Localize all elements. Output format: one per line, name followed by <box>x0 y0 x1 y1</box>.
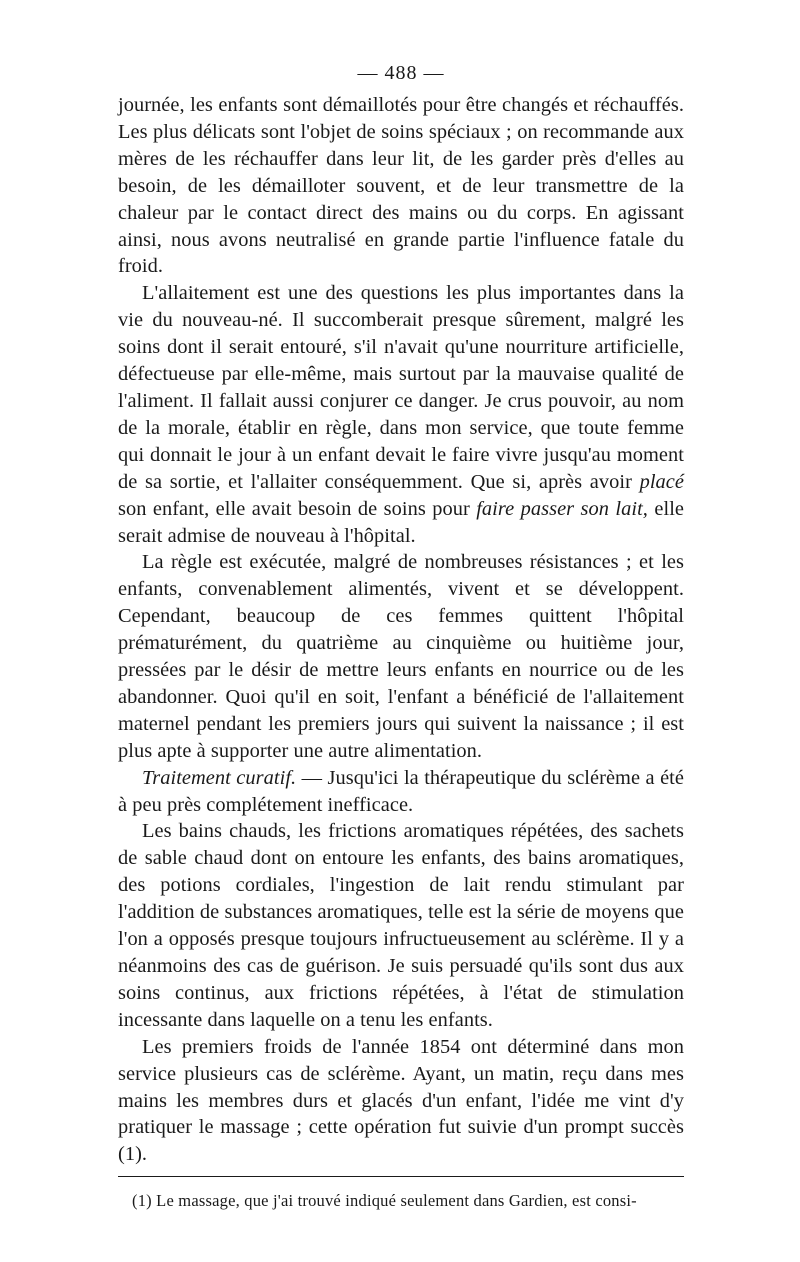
paragraph-6-text: Les premiers froids de l'année 1854 ont déterminé dans mon service plusieurs cas de sclérème. Ayant, un matin, reçu dans mes mains les membres durs et glacés d'un enfant, l'idée me vint d'y pratiquer le massage ; cette opération fut suivie d'un prompt succès <box>118 1035 684 1139</box>
footnote-marker: (1) <box>132 1191 152 1211</box>
paragraph-3: La règle est exécutée, malgré de nombreuses résistances ; et les enfants, convenablement alimentés, vivent et se développent. Cependant, beaucoup de ces femmes quittent l'hôpital prématurément, du quatrième au cinquième ou huitième jour, pressées par le désir de mettre leurs enfants en nourrice ou de les abandonner. Quoi qu'il en soit, l'enfant a bénéficié de l'allaitement maternel pendant les premiers jours qui suivent la naissance ; il est plus apte à supporter une autre alimentation. <box>118 551 684 762</box>
footnote-divider <box>118 1176 684 1177</box>
page-number: — 488 — <box>357 62 445 84</box>
paragraph-4 <box>118 765 684 819</box>
paragraph-2 <box>118 280 684 549</box>
paragraph-4-text: — Jusqu'ici la thérapeutique du sclérème a été à peu près complétement inefficace. <box>118 766 684 816</box>
body-text <box>118 92 684 1168</box>
footnote <box>118 1191 684 1211</box>
paragraph-6 <box>118 1034 684 1169</box>
paragraph-2-part-c: elle serait admise de nouveau à l'hôpital. <box>118 497 685 547</box>
footnote-reference: (1). <box>118 1143 148 1166</box>
paragraph-5: Les bains chauds, les frictions aromatiques répétées, des sachets de sable chaud dont on entoure les enfants, des bains aromatiques, des potions cordiales, l'ingestion de lait rendu stimulant par l'addition de substances aromatiques, telle est la série de moyens que l'on a opposés presque toujours infructueusement au sclérème. Il y a néanmoins des cas de guérison. Je suis persuadé qu'ils sont dus aux soins continus, aux frictions répétées, à l'état de stimulation incessante dans laquelle on a tenu les enfants. <box>118 820 684 1031</box>
paragraph-1: journée, les enfants sont démaillotés pour être changés et réchauffés. Les plus délicats sont l'objet de soins spéciaux ; on recommande aux mères de les réchauffer dans leur lit, de les garder près d'elles au besoin, de les démailloter souvent, et de leur transmettre de la chaleur par le contact direct des mains ou du corps. En agissant ainsi, nous avons neutralisé en grande partie l'influence fatale du froid. <box>118 94 684 278</box>
paragraph-2-part-b: son enfant, elle avait besoin de soins pour <box>118 497 470 520</box>
paragraph-2-italic-faire-passer: faire passer son lait, <box>476 497 648 520</box>
paragraph-2-italic-place: placé <box>639 470 684 493</box>
section-heading-traitement-curatif: Traitement curatif. <box>142 766 297 789</box>
footnote-text: Le massage, que j'ai trouvé indiqué seulement dans Gardien, est consi- <box>156 1191 637 1211</box>
book-page <box>118 58 684 1211</box>
paragraph-2-part-a: L'allaitement est une des questions les plus importantes dans la vie du nouveau-né. Il succomberait presque sûrement, malgré les soins dont il serait entouré, s'il n'avait qu'une nourriture artificielle, défectueuse par elle-même, mais surtout par la mauvaise qualité de l'aliment. Il fallait aussi conjurer ce danger. Je crus pouvoir, au nom de la morale, établir en règle, dans mon service, que toute femme qui donnait le jour à un enfant devait le faire vivre jusqu'au moment de sa sortie, et l'allaiter conséquemment. Que si, après avoir <box>118 282 684 493</box>
